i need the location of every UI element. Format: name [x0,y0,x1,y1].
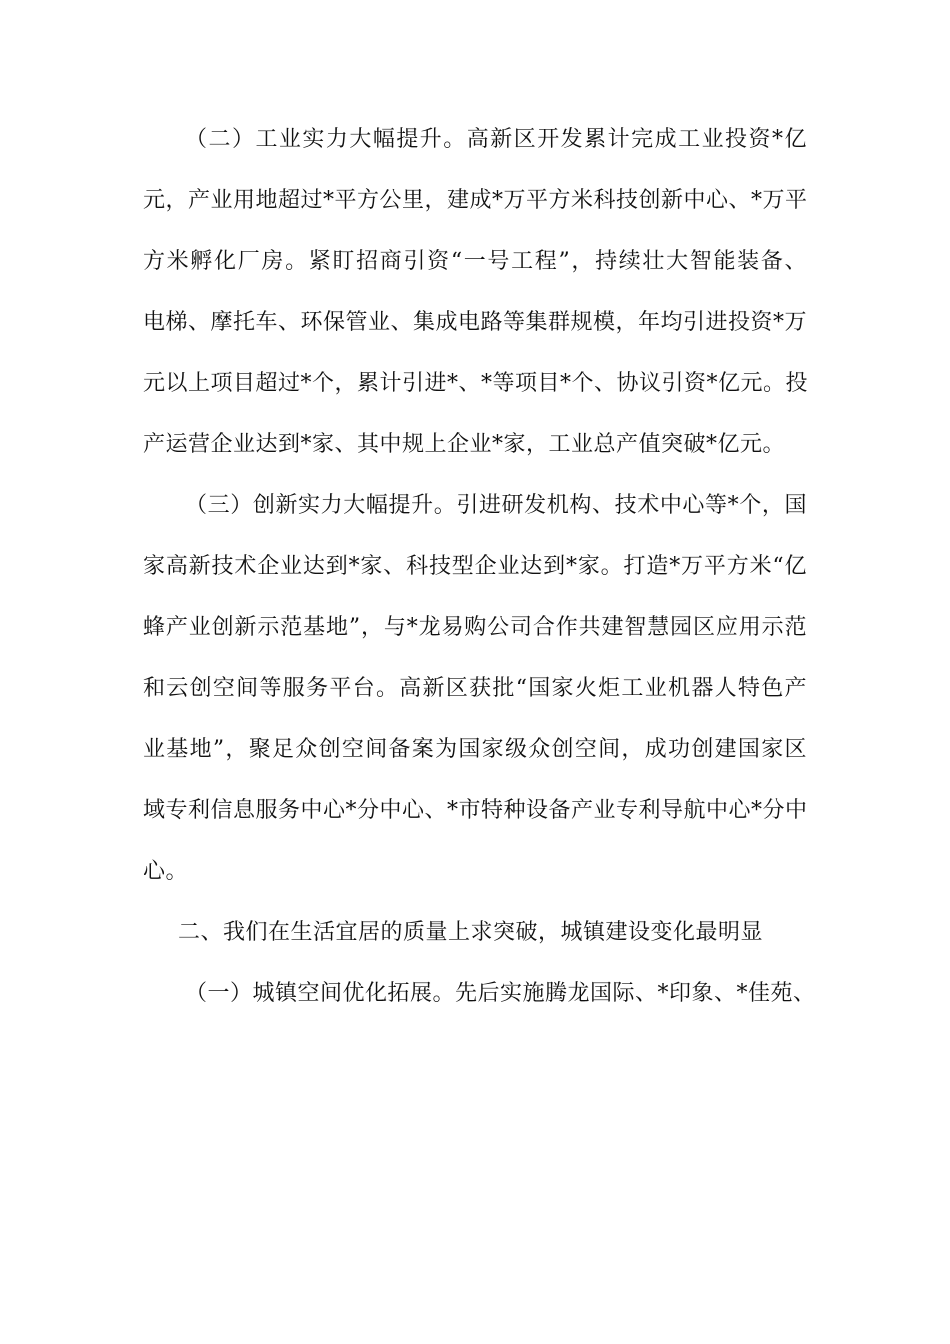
section-heading: 二、我们在生活宜居的质量上求突破，城镇建设变化最明显 [178,920,764,945]
paragraph-line: 元以上项目超过*个，累计引进*、*等项目*个、协议引资*亿元。投 [143,371,809,396]
paragraph-line: 家高新技术企业达到*家、科技型企业达到*家。打造*万平方米“亿 [143,554,807,579]
paragraph-line: 业基地”，聚足众创空间备案为国家级众创空间，成功创建国家区 [143,737,807,762]
paragraph-line: 元，产业用地超过*平方公里，建成*万平方米科技创新中心、*万平 [143,188,808,213]
paragraph-line: 蜂产业创新示范基地”，与*龙易购公司合作共建智慧园区应用示范 [143,615,807,640]
paragraph-line: 方米孵化厂房。紧盯招商引资“一号工程”，持续壮大智能装备、 [143,249,807,274]
paragraph-line: 电梯、摩托车、环保管业、集成电路等集群规模，年均引进投资*万 [143,310,808,335]
paragraph-line: 产运营企业达到*家、其中规上企业*家，工业总产值突破*亿元。 [143,432,786,457]
paragraph-line: 和云创空间等服务平台。高新区获批“国家火炬工业机器人特色产 [143,676,807,701]
paragraph-line: 域专利信息服务中心*分中心、*市特种设备产业专利导航中心*分中 [143,798,808,823]
paragraph-line: （二）工业实力大幅提升。高新区开发累计完成工业投资*亿 [185,127,807,152]
paragraph-line: （三）创新实力大幅提升。引进研发机构、技术中心等*个，国 [185,493,807,518]
paragraph-line: 心。 [143,859,189,884]
paragraph-line: （一）城镇空间优化拓展。先后实施腾龙国际、*印象、*佳苑、 [185,981,816,1006]
